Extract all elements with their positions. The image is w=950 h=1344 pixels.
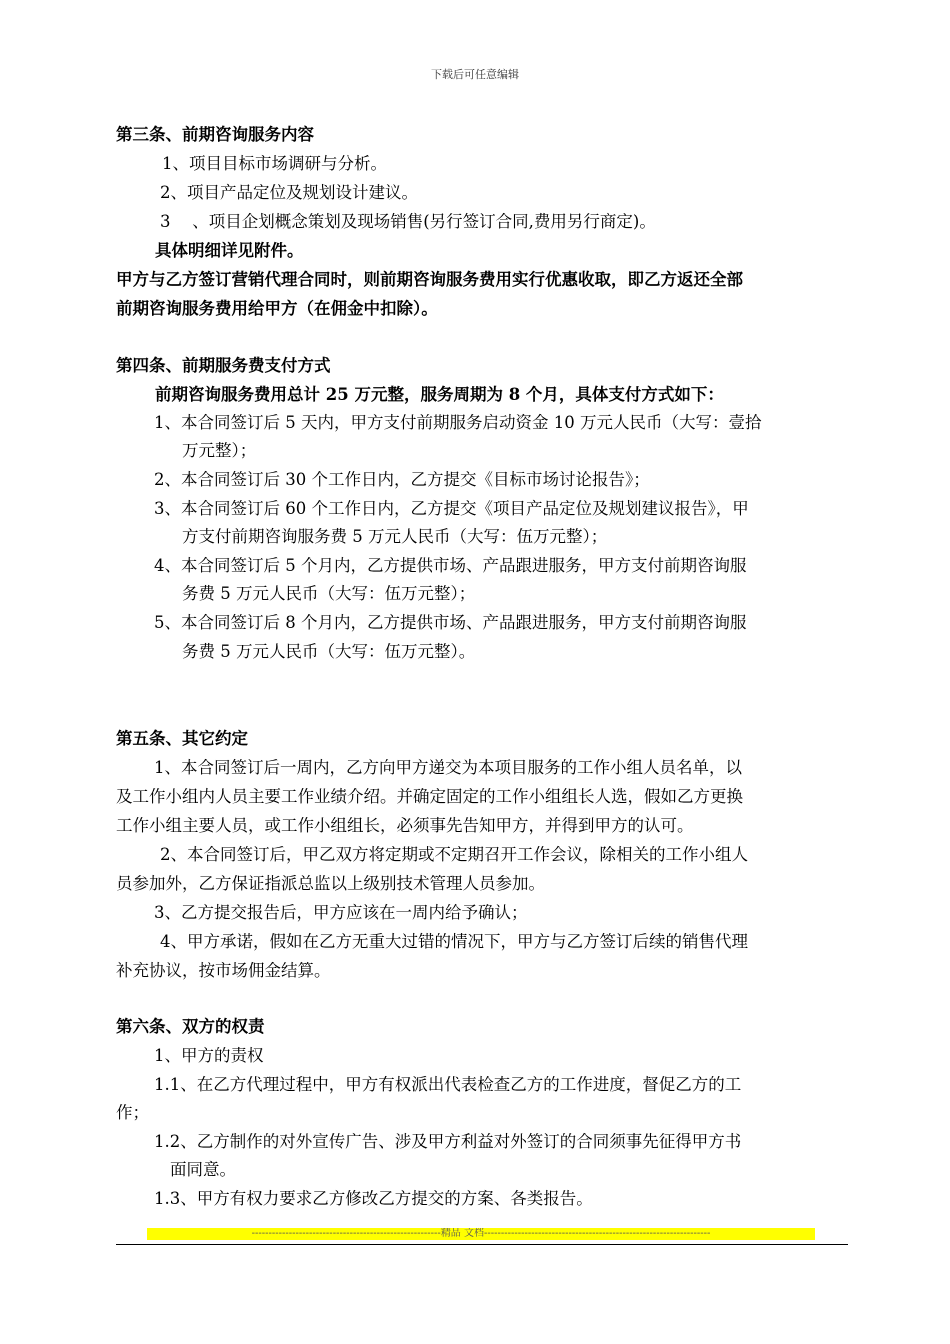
- section-6-title: 第六条、双方的权责: [116, 1017, 265, 1036]
- s6-right-1-2-line-2: 面同意。: [170, 1160, 236, 1179]
- s5-para-3-line-1: 3、乙方提交报告后，甲方应该在一周内给予确认；: [154, 903, 528, 922]
- s3-item-1: 1、项目目标市场调研与分析。: [162, 154, 387, 173]
- s4-item-4-line-2: 务费 5 万元人民币（大写：伍万元整）；: [182, 584, 476, 603]
- page-header-note: 下载后可任意编辑: [431, 68, 519, 81]
- footer-watermark: --------------------------------------------------------精品 文档-------------------------------------------------------------------: [147, 1228, 815, 1240]
- section-4-title: 第四条、前期服务费支付方式: [116, 356, 331, 375]
- s3-discount-line-2: 前期咨询服务费用给甲方（在佣金中扣除）。: [116, 299, 438, 318]
- s4-item-5-line-2: 务费 5 万元人民币（大写：伍万元整）。: [182, 642, 476, 661]
- s6-right-1-1-line-1: 1.1、在乙方代理过程中，甲方有权派出代表检查乙方的工作进度，督促乙方的工: [154, 1075, 742, 1094]
- footer-divider: [116, 1244, 848, 1245]
- s5-para-1-line-2: 及工作小组内人员主要工作业绩介绍。并确定固定的工作小组组长人选，假如乙方更换: [116, 787, 743, 806]
- s5-para-1-line-3: 工作小组主要人员，或工作小组组长，必须事先告知甲方，并得到甲方的认可。: [116, 816, 694, 835]
- s4-intro: 前期咨询服务费用总计 25 万元整，服务周期为 8 个月，具体支付方式如下：: [155, 385, 724, 404]
- s6-right-1-1-line-2: 作；: [116, 1103, 149, 1122]
- s4-item-3-line-1: 3、本合同签订后 60 个工作日内，乙方提交《项目产品定位及规划建议报告》，甲: [154, 499, 749, 518]
- s4-item-1-line-2: 万元整）；: [182, 441, 257, 460]
- s5-para-2-line-1: 2、本合同签订后，甲乙双方将定期或不定期召开工作会议，除相关的工作小组人: [160, 845, 748, 864]
- s5-para-4-line-2: 补充协议，按市场佣金结算。: [116, 961, 331, 980]
- s4-item-1-line-1: 1、本合同签订后 5 天内，甲方支付前期服务启动资金 10 万元人民币（大写：壹拾: [154, 413, 762, 432]
- s6-right-1-3-line-1: 1.3、甲方有权力要求乙方修改乙方提交的方案、各类报告。: [154, 1189, 593, 1208]
- s4-item-2-line-1: 2、本合同签订后 30 个工作日内，乙方提交《目标市场讨论报告》；: [154, 470, 650, 489]
- s4-item-3-line-2: 方支付前期咨询服务费 5 万元人民币（大写：伍万元整）；: [182, 527, 608, 546]
- s6-right-1-2-line-1: 1.2、乙方制作的对外宣传广告、涉及甲方利益对外签订的合同须事先征得甲方书: [154, 1132, 742, 1151]
- section-5-title: 第五条、其它约定: [116, 729, 248, 748]
- s5-para-2-line-2: 员参加外，乙方保证指派总监以上级别技术管理人员参加。: [116, 874, 545, 893]
- s3-item-2: 2、项目产品定位及规划设计建议。: [160, 183, 418, 202]
- s3-detail-note: 具体明细详见附件。: [155, 241, 304, 260]
- s4-item-4-line-1: 4、本合同签订后 5 个月内，乙方提供市场、产品跟进服务，甲方支付前期咨询服: [154, 556, 747, 575]
- s4-item-5-line-1: 5、本合同签订后 8 个月内，乙方提供市场、产品跟进服务，甲方支付前期咨询服: [154, 613, 747, 632]
- s3-discount-line-1: 甲方与乙方签订营销代理合同时，则前期咨询服务费用实行优惠收取，即乙方返还全部: [116, 270, 743, 289]
- s5-para-1-line-1: 1、本合同签订后一周内，乙方向甲方递交为本项目服务的工作小组人员名单，以: [154, 758, 742, 777]
- s3-item-3: 3 、项目企划概念策划及现场销售(另行签订合同,费用另行商定)。: [160, 212, 656, 231]
- section-3-title: 第三条、前期咨询服务内容: [116, 125, 314, 144]
- s6-subtitle-1: 1、甲方的责权: [154, 1046, 264, 1065]
- s5-para-4-line-1: 4、甲方承诺，假如在乙方无重大过错的情况下，甲方与乙方签订后续的销售代理: [160, 932, 748, 951]
